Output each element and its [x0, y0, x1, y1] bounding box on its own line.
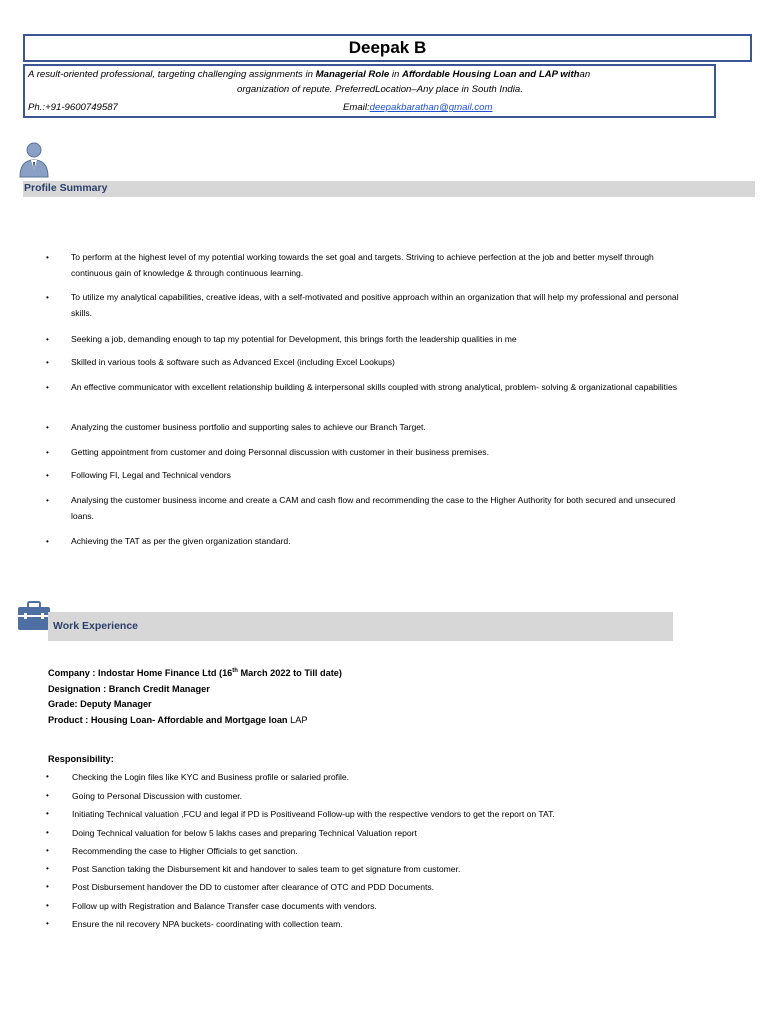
briefcase-icon	[16, 600, 52, 632]
responsibility-title: Responsibility:	[48, 754, 114, 764]
list-item: • Analyzing the customer business portfolio and supporting sales to achieve our Branch Target.	[46, 422, 426, 432]
profile-summary-bar	[23, 181, 755, 197]
list-item: • Skilled in various tools & software such as Advanced Excel (including Excel Lookups)	[46, 357, 395, 367]
designation-line: Designation : Branch Credit Manager	[48, 684, 210, 694]
grade-line: Grade: Deputy Manager	[48, 699, 152, 709]
email-link[interactable]: deepakbarathan@gmail.com	[369, 102, 493, 113]
list-item: • Seeking a job, demanding enough to tap my potential for Development, this brings forth the leadership qualities in me	[46, 334, 517, 344]
work-experience-bar	[48, 612, 673, 641]
list-item: • Following FI, Legal and Technical vendors	[46, 470, 231, 480]
list-item: • Achieving the TAT as per the given organization standard.	[46, 536, 291, 546]
product-line: Product : Housing Loan- Affordable and Mortgage loan LAP	[48, 715, 308, 725]
list-item: • Going to Personal Discussion with customer.	[46, 791, 243, 801]
list-item: • Analysing the customer business income and create a CAM and cash flow and recommending the case to the Higher Authority for both secured and unsecured loans.	[46, 495, 676, 521]
intro-box	[23, 64, 716, 118]
profile-summary-title: Profile Summary	[24, 182, 108, 194]
email-contact: Email:deepakbarathan@gmail.com	[343, 102, 493, 113]
person-avatar-icon	[18, 140, 50, 178]
list-item: • An effective communicator with excellent relationship building & interpersonal skills coupled with strong analytical, problem- solving & organizational capabilities	[46, 382, 678, 392]
list-item: • To utilize my analytical capabilities, creative ideas, with a self-motivated and positive approach within an organization that will help my professional and personal skills.	[46, 292, 679, 318]
list-item: • Post Sanction taking the Disbursement kit and handover to sales team to get signature from customer.	[46, 864, 461, 874]
list-item: • Recommending the case to Higher Officials to get sanction.	[46, 846, 298, 856]
list-item: • Doing Technical valuation for below 5 lakhs cases and preparing Technical Valuation report	[46, 828, 417, 838]
resume-name	[23, 34, 752, 62]
list-item: • Checking the Login files like KYC and Business profile or salaried profile.	[46, 772, 350, 782]
list-item: • Follow up with Registration and Balance Transfer case documents with vendors.	[46, 901, 377, 911]
intro-line-2: organization of repute. PreferredLocation–Any place in South India.	[237, 84, 523, 95]
list-item: • To perform at the highest level of my potential working towards the set goal and targets. Striving to achieve perfection at the job and better myself through continuous gain of knowledge & through continuous learning.	[46, 252, 654, 278]
intro-line-1: A result-oriented professional, targeting challenging assignments in Managerial Role in Affordable Housing Loan and LAP withan	[28, 69, 591, 80]
list-item: • Initiating Technical valuation ,FCU and legal if PD is Positiveand Follow-up with the respective vendors to get the report on TAT.	[46, 809, 555, 819]
name-text: Deepak B	[348, 38, 427, 57]
list-item: • Getting appointment from customer and doing Personnal discussion with customer in their business premises.	[46, 447, 489, 457]
list-item: • Ensure the nil recovery NPA buckets- coordinating with collection team.	[46, 919, 343, 929]
list-item: • Post Disbursement handover the DD to customer after clearance of OTC and PDD Documents.	[46, 882, 435, 892]
work-experience-title: Work Experience	[53, 620, 139, 632]
company-line: Company : Indostar Home Finance Ltd (16th March 2022 to Till date)	[48, 667, 342, 678]
phone-number: Ph.:+91-9600749587	[28, 102, 118, 113]
